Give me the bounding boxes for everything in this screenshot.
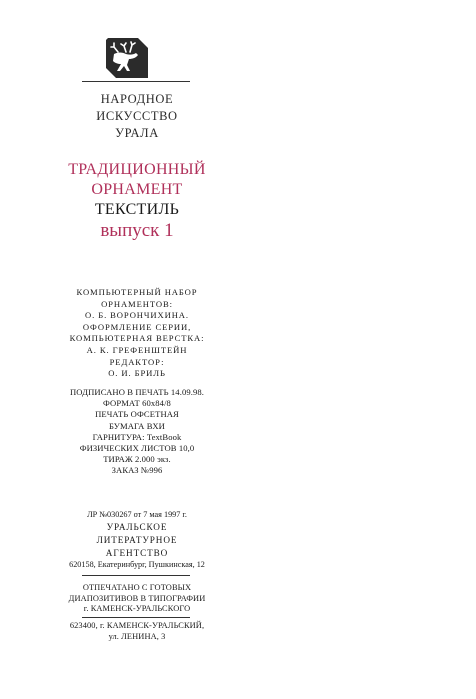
printing-address-line: 623400, г. КАМЕНСК-УРАЛЬСКИЙ, [69, 621, 205, 630]
printing-block [0, 583, 274, 615]
credits-line: ОФОРМЛЕНИЕ СЕРИИ, [82, 321, 192, 332]
credits-line: КОМПЬЮТЕРНАЯ ВЕРСТКА: [69, 333, 205, 344]
publishing-line: ТИРАЖ 2.000 экз. [103, 454, 171, 465]
agency-line: УРАЛЬСКОЕ [106, 522, 168, 532]
top-divider [82, 81, 190, 82]
issue-number: выпуск 1 [100, 220, 174, 241]
agency-line: ЛИТЕРАТУРНОЕ [96, 535, 178, 545]
credits-line: РЕДАКТОР: [109, 356, 165, 367]
subtitle: ТЕКСТИЛЬ [94, 201, 180, 218]
credits-block [0, 287, 274, 380]
agency-block [0, 521, 274, 560]
publishing-line: ПЕЧАТЬ ОФСЕТНАЯ [95, 409, 179, 420]
credits-line: ОРНАМЕНТОВ: [101, 298, 173, 309]
publishing-info [0, 387, 274, 477]
printing-address-line: ул. ЛЕНИНА, 3 [108, 631, 166, 641]
printing-line: г. КАМЕНСК-УРАЛЬСКОГО [83, 604, 191, 614]
publishing-line: ГАРНИТУРА: TextBook [92, 431, 182, 442]
credits-line: О. Б. ВОРОНЧИХИНА. [85, 310, 189, 321]
publishing-line: БУМАГА ВХИ [109, 420, 165, 431]
license-text: ЛР №030267 от 7 мая 1997 г. [87, 510, 187, 519]
title-line: ОРНАМЕНТ [91, 181, 183, 198]
title-line: ТРАДИЦИОННЫЙ [68, 161, 206, 178]
series-line: НАРОДНОЕ [100, 92, 174, 106]
middle-divider [82, 575, 190, 576]
credits-line: О. И. БРИЛЬ [108, 368, 166, 379]
series-line: УРАЛА [115, 126, 159, 140]
publishing-line: ПОДПИСАНО В ПЕЧАТЬ 14.09.98. [69, 387, 205, 397]
printing-line: ДИАПОЗИТИВОВ В ТИПОГРАФИИ [68, 593, 206, 603]
printing-line: ОТПЕЧАТАНО С ГОТОВЫХ [82, 583, 192, 592]
publishing-line: ФОРМАТ 60х84/8 [103, 398, 171, 409]
license-number [0, 509, 274, 520]
printing-address [0, 621, 274, 642]
series-title [0, 91, 274, 142]
reindeer-emblem-icon [104, 36, 150, 80]
agency-address-text: 620158, Екатеринбург, Пушкинская, 12 [69, 560, 205, 569]
book-title [0, 160, 274, 242]
publishing-line: ЗАКАЗ №996 [111, 465, 163, 476]
agency-address [0, 559, 274, 570]
lower-divider [82, 617, 190, 618]
series-line: ИСКУССТВО [96, 109, 178, 123]
credits-line: КОМПЬЮТЕРНЫЙ НАБОР [76, 287, 198, 297]
publishing-line: ФИЗИЧЕСКИХ ЛИСТОВ 10,0 [79, 443, 195, 454]
agency-line: АГЕНТСТВО [105, 548, 169, 558]
credits-line: А. К. ГРЕФЕНШТЕЙН [86, 344, 188, 355]
